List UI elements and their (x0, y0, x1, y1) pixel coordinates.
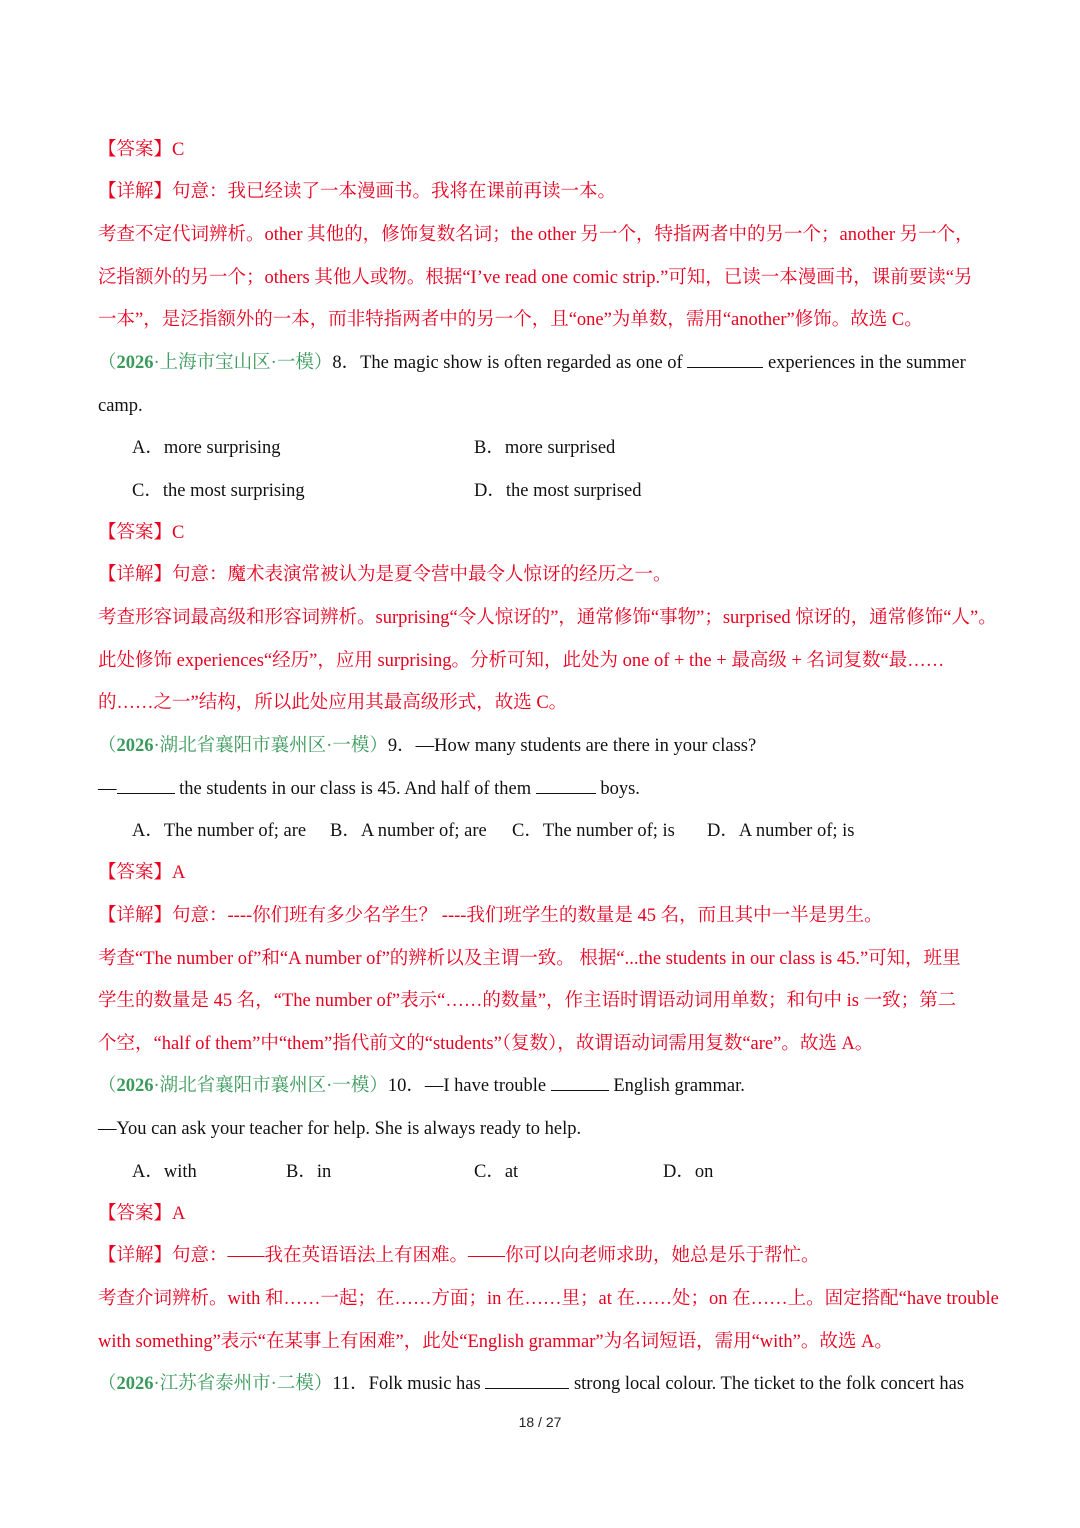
question-source: （2026·上海市宝山区·一模） (98, 353, 333, 373)
question-source: （2026·湖北省襄阳市襄州区·一模） (98, 736, 388, 756)
question-source: （2026·江苏省泰州市·二模） (98, 1374, 333, 1394)
stem-text: 9．—How many students are there in your class? (387, 736, 757, 756)
question-10-line2: —You can ask your teacher for help. She is always ready to help. (98, 1119, 582, 1139)
detail-text: 句意：——我在英语语法上有困难。——你可以向老师求助，她总是乐于帮忙。 (172, 1246, 820, 1266)
stem-text: experiences in the summer (767, 353, 966, 373)
explanation-line: 此处修饰 experiences“经历”，应用 surprising。分析可知，此处为 one of + the + 最高级 + 名词复数“最…… (98, 651, 945, 671)
detail-line (98, 1242, 1008, 1270)
explanation-line: 的……之一”结构，所以此处应用其最高级形式，故选 C。 (98, 693, 568, 713)
answer-label: 【答案】 (98, 863, 173, 883)
answer-blank (117, 777, 175, 794)
question-10-stem (98, 1072, 1008, 1100)
answer-label: 【答案】 (98, 1204, 173, 1224)
detail-label: 【详解】 (98, 1246, 173, 1266)
stem-text: strong local colour. The ticket to the folk concert has (573, 1374, 965, 1394)
question-9-stem (98, 732, 1008, 760)
answer-label: 【答案】 (98, 523, 173, 543)
answer-blank (551, 1074, 609, 1091)
option-c: C．at (474, 1162, 519, 1182)
answer-value: A (172, 863, 186, 883)
answer-blank (485, 1372, 569, 1389)
explanation-line: 个空，“half of them”中“them”指代前文的“students”（复数），故谓语动词需用复数“are”。故选 A。 (98, 1034, 874, 1054)
option-a: A．The number of; are (132, 821, 307, 841)
explanation-line: 泛指额外的另一个；others 其他人或物。根据“I’ve read one comic strip.”可知，已读一本漫画书，课前要读“另 (98, 268, 973, 288)
explanation-line: 考查形容词最高级和形容词辨析。surprising“令人惊讶的”，通常修饰“事物”；surprised 惊讶的，通常修饰“人”。 (98, 608, 997, 628)
detail-label: 【详解】 (98, 906, 173, 926)
option-d: D．A number of; is (707, 821, 855, 841)
explanation-line: 一本”，是泛指额外的一本，而非特指两者中的另一个，且“one”为单数，需用“another”修饰。故选 C。 (98, 310, 923, 330)
answer-value: A (172, 1204, 186, 1224)
option-d: D．the most surprised (474, 481, 642, 501)
option-b: B．more surprised (474, 438, 616, 458)
stem-text: 11．Folk music has (332, 1374, 481, 1394)
detail-text: 句意：魔术表演常被认为是夏令营中最令人惊讶的经历之一。 (172, 565, 672, 585)
answer-blank (687, 351, 763, 368)
stem-text: 8．The magic show is often regarded as one of (332, 353, 683, 373)
detail-line (98, 178, 1008, 206)
detail-label: 【详解】 (98, 565, 173, 585)
explanation-line: 学生的数量是 45 名，“The number of”表示“……的数量”，作主语时谓语动词用单数；和句中 is 一致；第二 (98, 991, 957, 1011)
option-c: C．the most surprising (132, 481, 305, 501)
question-11-stem (98, 1370, 1008, 1398)
option-c: C．The number of; is (512, 821, 675, 841)
answer-blank (536, 777, 596, 794)
answer-line (98, 859, 1008, 887)
question-8-stem-cont: camp. (98, 396, 143, 416)
detail-label: 【详解】 (98, 182, 173, 202)
option-b: B．in (286, 1162, 332, 1182)
question-8-stem (98, 349, 1008, 377)
option-a: A．with (132, 1162, 197, 1182)
answer-value: C (172, 140, 185, 160)
answer-line (98, 519, 1008, 547)
detail-line (98, 561, 1008, 589)
detail-text: 句意：----你们班有多少名学生？ ----我们班学生的数量是 45 名，而且其中一半是男生。 (172, 906, 883, 926)
stem-text: the students in our class is 45. And half of them (179, 779, 532, 799)
answer-label: 【答案】 (98, 140, 173, 160)
page-number: 18 / 27 (518, 1414, 562, 1430)
question-source: （2026·湖北省襄阳市襄州区·一模） (98, 1076, 388, 1096)
answer-line (98, 1200, 1008, 1228)
explanation-line: with something”表示“在某事上有困难”，此处“English grammar”为名词短语，需用“with”。故选 A。 (98, 1332, 893, 1352)
detail-line (98, 902, 1008, 930)
option-a: A．more surprising (132, 438, 281, 458)
option-b: B．A number of; are (330, 821, 487, 841)
answer-value: C (172, 523, 185, 543)
stem-text: 10．—I have trouble (387, 1076, 547, 1096)
explanation-line: 考查“The number of”和“A number of”的辨析以及主谓一致。 根据“...the students in our class is 45.”可知，班里 (98, 949, 961, 969)
option-d: D．on (663, 1162, 714, 1182)
stem-text: boys. (600, 779, 640, 799)
stem-text: English grammar. (613, 1076, 745, 1096)
question-9-line2: — the students in our class is 45. And half of them boys. (98, 779, 640, 799)
explanation-line: 考查不定代词辨析。other 其他的，修饰复数名词；the other 另一个，特指两者中的另一个；another 另一个， (98, 225, 974, 245)
detail-text: 句意：我已经读了一本漫画书。我将在课前再读一本。 (172, 182, 617, 202)
answer-line (98, 136, 1008, 164)
explanation-line: 考查介词辨析。with 和……一起；在……方面；in 在……里；at 在……处；on 在……上。固定搭配“have trouble (98, 1289, 999, 1309)
